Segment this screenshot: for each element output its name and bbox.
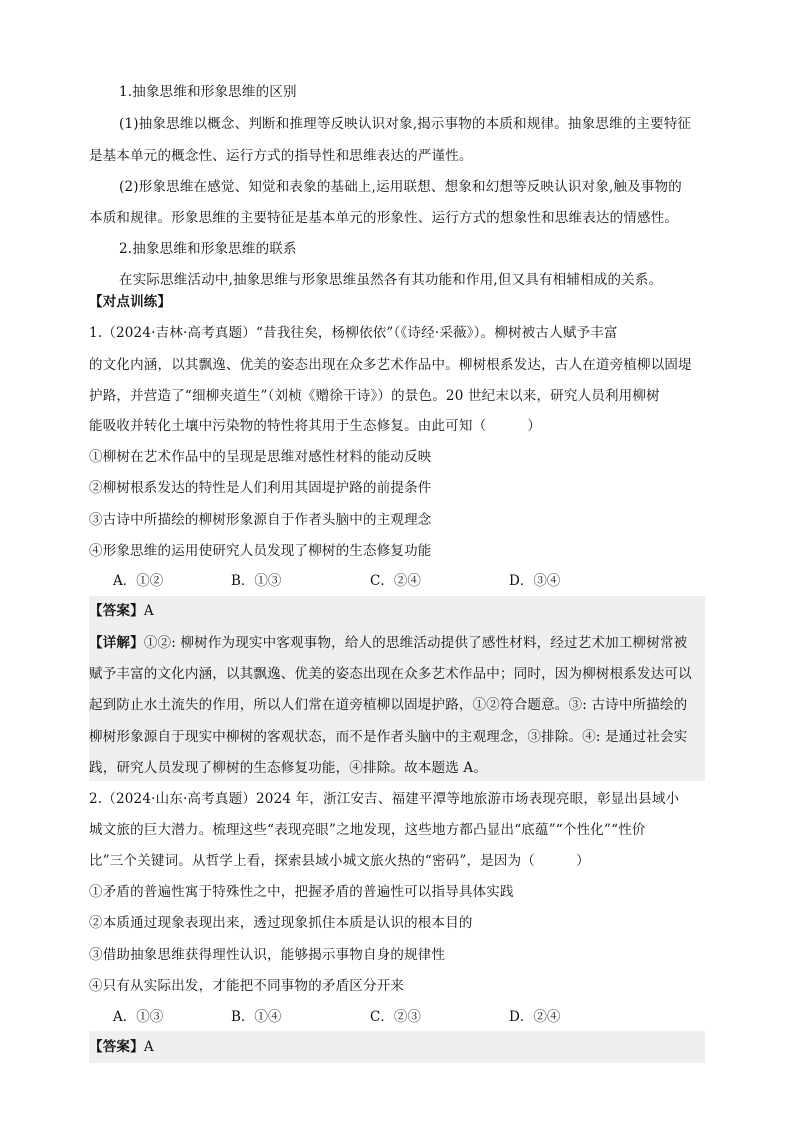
answer-label: 【答案】 [89,1039,144,1055]
q1-stem-line-2: 的文化内涵，以其飘逸、优美的姿态出现在众多艺术作品中。柳树根系发达，古人在道旁植柳以固堤 [89,357,692,373]
paragraph-connection: 在实际思维活动中,抽象思维与形象思维虽然各有其功能和作用,但又具有相辅相成的关系。 [119,272,663,288]
paragraph-abstract-2: 是基本单元的概念性、运行方式的指导性和思维表达的严谨性。 [89,148,473,164]
q1-statement-4: ④形象思维的运用使研究人员发现了柳树的生态修复功能 [89,543,432,559]
q1-statement-3: ③古诗中所描绘的柳树形象源自于作者头脑中的主观理念 [89,512,432,528]
q2-stem-line-3: 比”三个关键词。从哲学上看，探索县域小城文旅火热的“密码”，是因为（ ） [89,853,590,869]
q2-option-a: A．①③ [113,1009,164,1025]
q2-options [113,1007,633,1027]
q1-statement-2: ②柳树根系发达的特性是人们利用其固堤护路的前提条件 [89,480,432,496]
paragraph-image-2: 本质和规律。形象思维的主要特征是基本单元的形象性、运行方式的想象性和思维表达的情感性。 [89,210,679,226]
q1-option-a: A．①② [113,573,164,589]
q1-detail-line-4: 柳树形象源自于现实中柳树的客观状态，而不是作者头脑中的主观理念，③排除。④: 是通过社会实 [89,729,688,745]
heading-connection: 2.抽象思维和形象思维的联系 [119,241,297,257]
answer-value: A [143,1039,154,1055]
q1-answer-block [89,596,705,781]
q2-option-b: B．①④ [231,1009,282,1025]
q1-stem-line-4: 能吸收并转化土壤中污染物的特性将其用于生态修复。由此可知（ ） [89,418,542,434]
answer-label: 【答案】 [89,603,144,619]
q1-option-c: C．②④ [370,573,421,589]
q2-statement-2: ②本质通过现象表现出来，透过现象抓住本质是认识的根本目的 [89,915,473,931]
q2-statement-1: ①矛盾的普遍性寓于特殊性之中，把握矛盾的普遍性可以指导具体实践 [89,884,514,900]
q2-option-d: D．②④ [509,1009,561,1025]
q1-option-d: D．③④ [509,573,561,589]
q1-detail-line-2: 赋予丰富的文化内涵，以其飘逸、优美的姿态出现在众多艺术作品中；同时，因为柳树根系发达可以 [89,666,692,682]
q2-statement-3: ③借助抽象思维获得理性认识，能够揭示事物自身的规律性 [89,947,446,963]
q1-detail-line-5: 践，研究人员发现了柳树的生态修复功能，④排除。故本题选 A。 [89,760,488,776]
detail-label: 【详解】 [89,635,144,651]
q2-statement-4: ④只有从实际出发，才能把不同事物的矛盾区分开来 [89,978,405,994]
detail-text: ①②: 柳树作为现实中客观事物，给人的思维活动提供了感性材料，经过艺术加工柳树常被 [143,635,688,651]
q1-stem-line-1: 1.（2024·吉林·高考真题）“昔我往矣，杨柳依依”（《诗经·采薇》）。柳树被古人赋予丰富 [89,325,618,341]
q1-detail-line-1 [89,633,705,653]
q1-option-b: B．①③ [231,573,282,589]
q2-answer [89,1037,705,1057]
q1-options [113,571,633,591]
training-title: 【对点训练】 [89,294,172,310]
q1-answer [89,601,705,621]
answer-value: A [143,603,154,619]
heading-difference: 1.抽象思维和形象思维的区别 [119,84,297,100]
q1-stem-line-3: 护路，并营造了“细柳夹道生”（刘桢《赠徐干诗》）的景色。20 世纪末以来，研究人员利用柳树 [89,388,660,404]
paragraph-abstract-1: (1)抽象思维以概念、判断和推理等反映认识对象,揭示事物的本质和规律。抽象思维的主要特征 [119,116,692,132]
q2-stem-line-2: 城文旅的巨大潜力。梳理这些“表现亮眼”之地发现，这些地方都凸显出“底蕴”“个性化”“性价 [89,822,646,838]
q1-statement-1: ①柳树在艺术作品中的呈现是思维对感性材料的能动反映 [89,449,432,465]
paragraph-image-1: (2)形象思维在感觉、知觉和表象的基础上,运用联想、想象和幻想等反映认识对象,触及事物的 [119,179,683,195]
q2-option-c: C．②③ [370,1009,421,1025]
q2-stem-line-1: 2.（2024·山东·高考真题）2024 年，浙江安吉、福建平潭等地旅游市场表现亮眼，彰显出县域小 [89,791,680,807]
q1-detail-line-3: 起到防止水土流失的作用，所以人们常在道旁植柳以固堤护路，①②符合题意。③: 古诗中所描绘的 [89,697,688,713]
